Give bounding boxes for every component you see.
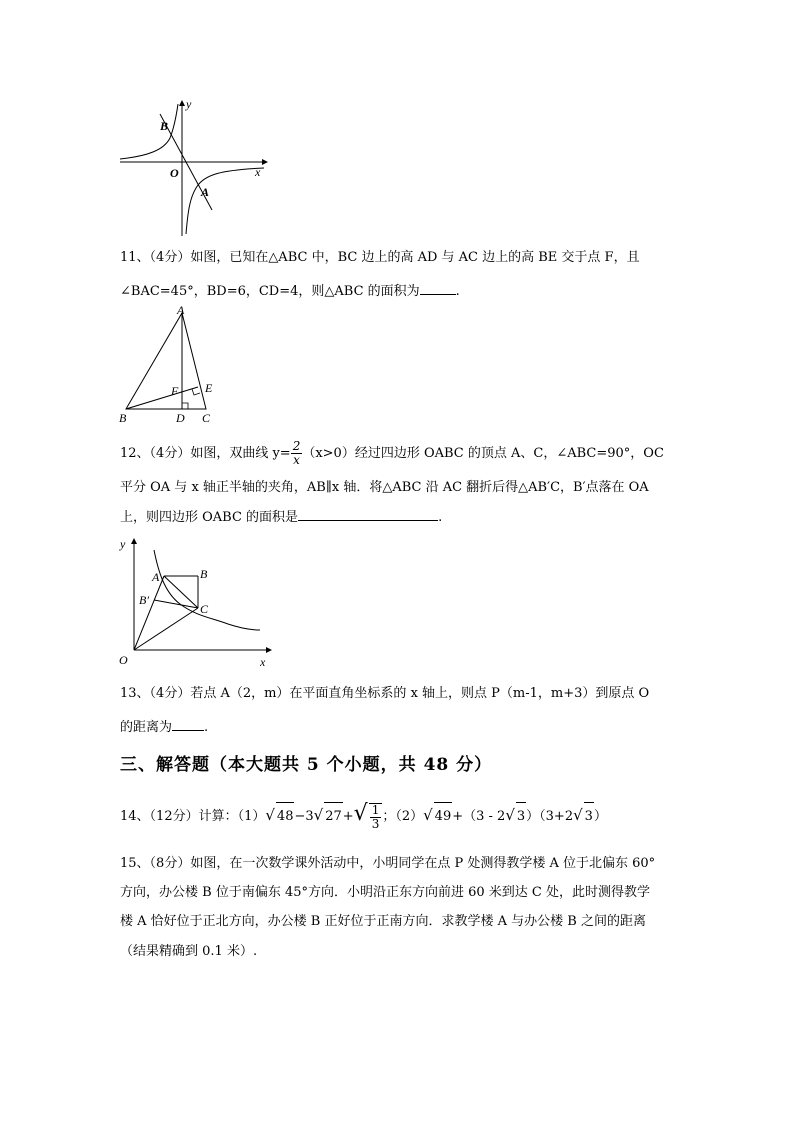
hyperbola-curve	[154, 550, 260, 630]
question-12-line-2: 平分 OA 与 x 轴正半轴的夹角，AB∥x 轴．将△ABC 沿 AC 翻折后得△AB′C，B′点落在 OA	[120, 480, 649, 495]
answer-blank-q11[interactable]	[420, 282, 456, 295]
sqrt-27: 27	[324, 802, 343, 831]
q14-plus: +	[342, 809, 354, 824]
sqrt-icon: √	[505, 806, 515, 824]
question-14	[120, 800, 607, 836]
label-a: A	[152, 570, 160, 584]
sqrt-49: 49	[434, 802, 453, 831]
x-axis-arrow	[262, 159, 268, 165]
q14-part2-a: +（3 - 2	[452, 809, 506, 824]
question-15-line-4: （结果精确到 0.1 米）.	[120, 944, 258, 959]
right-angle-e	[192, 389, 200, 395]
y-axis-arrow	[179, 100, 185, 106]
x-axis-arrow	[266, 647, 272, 653]
sqrt-48: 48	[276, 802, 295, 831]
q14-semi: ；（2）	[382, 809, 424, 824]
answer-blank-q13[interactable]	[172, 718, 204, 731]
sqrt-icon: √	[265, 806, 275, 824]
label-a: A	[177, 305, 185, 317]
q13-period: .	[204, 720, 209, 735]
sqrt-3a: 3	[516, 802, 526, 831]
question-15-line-2: 方向，办公楼 B 位于南偏东 45°方向．小明沿正东方向前进 60 米到达 C 处，此时测得教学	[120, 885, 651, 900]
sqrt-3b: 3	[584, 802, 594, 831]
label-f: F	[171, 384, 179, 398]
figure-q10-hyperbola	[118, 98, 268, 238]
label-y: y	[186, 98, 192, 111]
label-b-prime: B′	[139, 593, 149, 607]
q13-text: 的距离为	[120, 720, 173, 735]
frac-den: x	[293, 453, 300, 467]
segment-oc	[134, 608, 198, 650]
sqrt-icon: √	[313, 806, 324, 824]
question-13-line-1: 13、（4分）若点 A（2，m）在平面直角坐标系的 x 轴上，则点 P（m-1，m+3）到原点 O	[120, 686, 650, 701]
fraction-2-over-x	[291, 440, 303, 467]
q14-part2-b: ）（3+2	[526, 809, 574, 824]
label-y: y	[120, 537, 126, 551]
label-c: C	[202, 411, 211, 425]
q12-period: .	[438, 510, 443, 525]
q11-text: ∠BAC=45°，BD=6，CD=4，则△ABC 的面积为	[120, 284, 420, 299]
label-a: A	[201, 185, 210, 199]
figure-q11-triangle	[116, 305, 226, 427]
sqrt-icon: √	[353, 801, 368, 826]
label-b: B	[160, 119, 169, 133]
q12-text-b: （x>0）经过四边形 OABC 的顶点 A、C，∠ABC=90°，OC	[302, 446, 664, 461]
label-x: x	[260, 655, 266, 669]
question-12-line-3	[120, 508, 442, 526]
question-11-line-2	[120, 282, 460, 300]
sqrt-icon: √	[423, 806, 433, 824]
question-11-line-1: 11、（4分）如图，已知在△ABC 中，BC 边上的高 AD 与 AC 边上的高 BE 交于点 F，且	[120, 250, 640, 265]
label-c: C	[200, 602, 209, 616]
label-origin: O	[119, 653, 128, 667]
label-x: x	[255, 165, 261, 179]
label-e: E	[205, 381, 213, 395]
q11-period: .	[455, 284, 460, 299]
question-13-line-2	[120, 718, 208, 736]
sqrt-one-third	[369, 803, 383, 831]
q14-minus3: −3	[294, 809, 314, 824]
q14-part2-c: ）	[593, 809, 607, 824]
label-b: B	[200, 567, 208, 581]
question-15-line-3: 楼 A 恰好位于正北方向，办公楼 B 正好位于正南方向．求教学楼 A 与办公楼 B 之间的距离	[120, 914, 646, 929]
question-15-line-1: 15、（8分）如图，在一次数学课外活动中，小明同学在点 P 处测得教学楼 A 位于北偏东 60°	[120, 856, 656, 871]
right-angle-d	[182, 403, 188, 409]
question-12-line-1	[120, 437, 664, 471]
frac-num: 2	[292, 439, 301, 453]
hyperbola-branch-lower-right	[186, 168, 264, 234]
q14-prefix: 14、（12分）计算：（1）	[120, 809, 266, 824]
label-b: B	[119, 411, 127, 425]
answer-blank-q12[interactable]	[298, 508, 438, 521]
frac-den: 3	[371, 816, 380, 831]
label-origin: O	[170, 166, 179, 180]
section-heading: 三、解答题（本大题共 5 个小题，共 48 分）	[120, 755, 493, 775]
sqrt-icon: √	[573, 806, 583, 824]
y-axis-arrow	[131, 538, 137, 544]
frac-num: 1	[371, 802, 380, 817]
q12-text-c: 上，则四边形 OABC 的面积是	[120, 510, 299, 525]
label-d: D	[176, 411, 185, 425]
segment-oa	[134, 576, 164, 650]
q12-text-a: 12、（4分）如图，双曲线 y=	[120, 446, 291, 461]
figure-q12-quadrilateral	[116, 534, 276, 670]
